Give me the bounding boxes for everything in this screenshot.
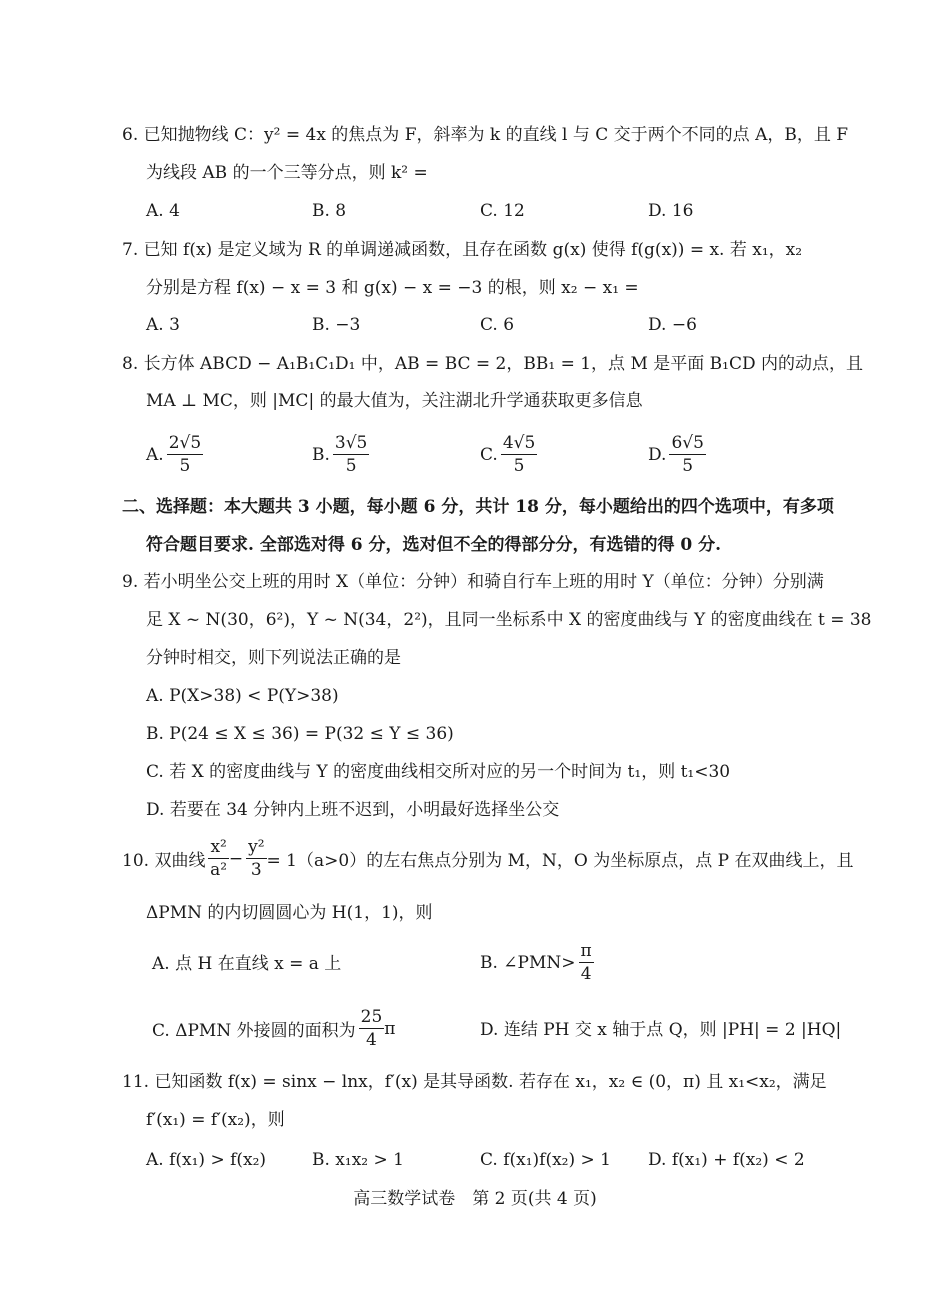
- q10-suffix: = 1（a>0）的左右焦点分别为 M，N，O 为坐标原点，点 P 在双曲线上，且: [266, 851, 854, 871]
- q9-option-b: B. P(24 ≤ X ≤ 36) = P(32 ≤ Y ≤ 36): [146, 724, 454, 744]
- q7-line1: 7. 已知 f(x) 是定义域为 R 的单调递减函数，且存在函数 g(x) 使得 f(g(x)) = x. 若 x₁，x₂: [122, 240, 803, 260]
- q9-line1: 9. 若小明坐公交上班的用时 X（单位：分钟）和骑自行车上班的用时 Y（单位：分钟）分别满: [122, 572, 824, 592]
- q10-option-b-den: 4: [580, 964, 592, 984]
- q10-option-b-num: π: [580, 941, 592, 961]
- q10-minus: −: [228, 848, 244, 869]
- q8-line1: 8. 长方体 ABCD − A₁B₁C₁D₁ 中，AB = BC = 2，BB₁ = 1，点 M 是平面 B₁CD 内的动点，且: [122, 354, 864, 374]
- q7-option-a: A. 3: [146, 315, 180, 335]
- q8-option-c-numerator: 4√5: [502, 433, 536, 453]
- q8-line2: MA ⊥ MC，则 |MC| 的最大值为，关注湖北升学通获取更多信息: [146, 391, 643, 411]
- q8-option-d-numerator: 6√5: [671, 433, 704, 453]
- q10-option-d: D. 连结 PH 交 x 轴于点 Q，则 |PH| = 2 |HQ|: [480, 1020, 842, 1040]
- q6-option-b: B. 8: [312, 201, 347, 221]
- q10-prefix: 10. 双曲线: [122, 851, 206, 871]
- q11-option-d: D. f(x₁) + f(x₂) < 2: [648, 1150, 805, 1170]
- q10-option-c-den: 4: [366, 1030, 377, 1050]
- q6-line1: 6. 已知抛物线 C：y² = 4x 的焦点为 F，斜率为 k 的直线 l 与 C 交于两个不同的点 A，B，且 F: [122, 125, 849, 145]
- q7-option-b: B. −3: [312, 315, 361, 335]
- q11-option-c: C. f(x₁)f(x₂) > 1: [480, 1150, 611, 1170]
- q8-option-b-label: B.: [312, 444, 330, 465]
- q8-option-d-denominator: 5: [682, 456, 694, 476]
- q10-frac1-num: x²: [210, 837, 227, 857]
- q10-frac1-den: a²: [210, 860, 228, 880]
- q9-option-c: C. 若 X 的密度曲线与 Y 的密度曲线相交所对应的另一个时间为 t₁，则 t₁<30: [146, 762, 731, 782]
- section2-heading-line2: 符合题目要求. 全部选对得 6 分，选对但不全的得部分分，有选错的得 0 分.: [146, 535, 722, 555]
- q8-option-d-label: D.: [648, 444, 667, 465]
- q7-option-d: D. −6: [648, 315, 697, 335]
- q9-option-a: A. P(X>38) < P(Y>38): [146, 686, 339, 706]
- q11-option-b: B. x₁x₂ > 1: [312, 1150, 404, 1170]
- q8-option-a-denominator: 5: [179, 456, 191, 476]
- q11-option-a: A. f(x₁) > f(x₂): [146, 1150, 267, 1170]
- q7-line2: 分别是方程 f(x) − x = 3 和 g(x) − x = −3 的根，则 x₂ − x₁ =: [146, 278, 639, 298]
- q10-option-c: [152, 1006, 395, 1051]
- q6-option-c: C. 12: [480, 201, 525, 221]
- q8-option-b-numerator: 3√5: [334, 433, 368, 453]
- q10-option-b: [480, 940, 594, 985]
- section2-heading-line1: 二、选择题：本大题共 3 小题，每小题 6 分，共计 18 分，每小题给出的四个选项中，有多项: [122, 497, 834, 517]
- q6-option-d: D. 16: [648, 201, 694, 221]
- q8-option-c: [480, 432, 537, 477]
- q10-line2: ΔPMN 的内切圆圆心为 H(1，1)，则: [146, 903, 433, 923]
- q8-option-b: [312, 432, 369, 477]
- q6-option-a: A. 4: [146, 201, 180, 221]
- q6-line2: 为线段 AB 的一个三等分点，则 k² =: [146, 163, 428, 183]
- q10-option-c-num: 25: [360, 1007, 383, 1027]
- q8-option-d: [648, 432, 706, 477]
- q10-line1: [122, 836, 853, 881]
- q10-frac2-num: y²: [248, 837, 265, 857]
- q8-option-b-denominator: 5: [345, 456, 357, 476]
- q11-line2: f′(x₁) = f′(x₂)，则: [146, 1110, 285, 1130]
- page-footer: 高三数学试卷 第 2 页(共 4 页): [353, 1189, 597, 1209]
- q8-option-c-label: C.: [480, 444, 498, 465]
- q10-frac2-den: 3: [250, 860, 262, 880]
- q10-option-b-text: B. ∠PMN>: [480, 952, 576, 973]
- q10-option-c-text: C. ΔPMN 外接圆的面积为: [152, 1021, 356, 1041]
- q7-option-c: C. 6: [480, 315, 515, 335]
- q9-line3: 分钟时相交，则下列说法正确的是: [146, 648, 401, 668]
- q8-option-a: [146, 432, 203, 477]
- q8-option-a-label: A.: [146, 444, 164, 465]
- q10-option-c-pi: π: [384, 1018, 396, 1039]
- q10-option-a: A. 点 H 在直线 x = a 上: [152, 954, 342, 974]
- q9-option-d: D. 若要在 34 分钟内上班不迟到，小明最好选择坐公交: [146, 800, 560, 820]
- q8-option-c-denominator: 5: [513, 456, 525, 476]
- q9-line2: 足 X ~ N(30，6²)，Y ~ N(34，2²)，且同一坐标系中 X 的密度曲线与 Y 的密度曲线在 t = 38: [146, 610, 872, 630]
- q11-line1: 11. 已知函数 f(x) = sinx − lnx，f′(x) 是其导函数. 若存在 x₁，x₂ ∈ (0，π) 且 x₁<x₂，满足: [122, 1072, 827, 1092]
- q8-option-a-numerator: 2√5: [168, 433, 202, 453]
